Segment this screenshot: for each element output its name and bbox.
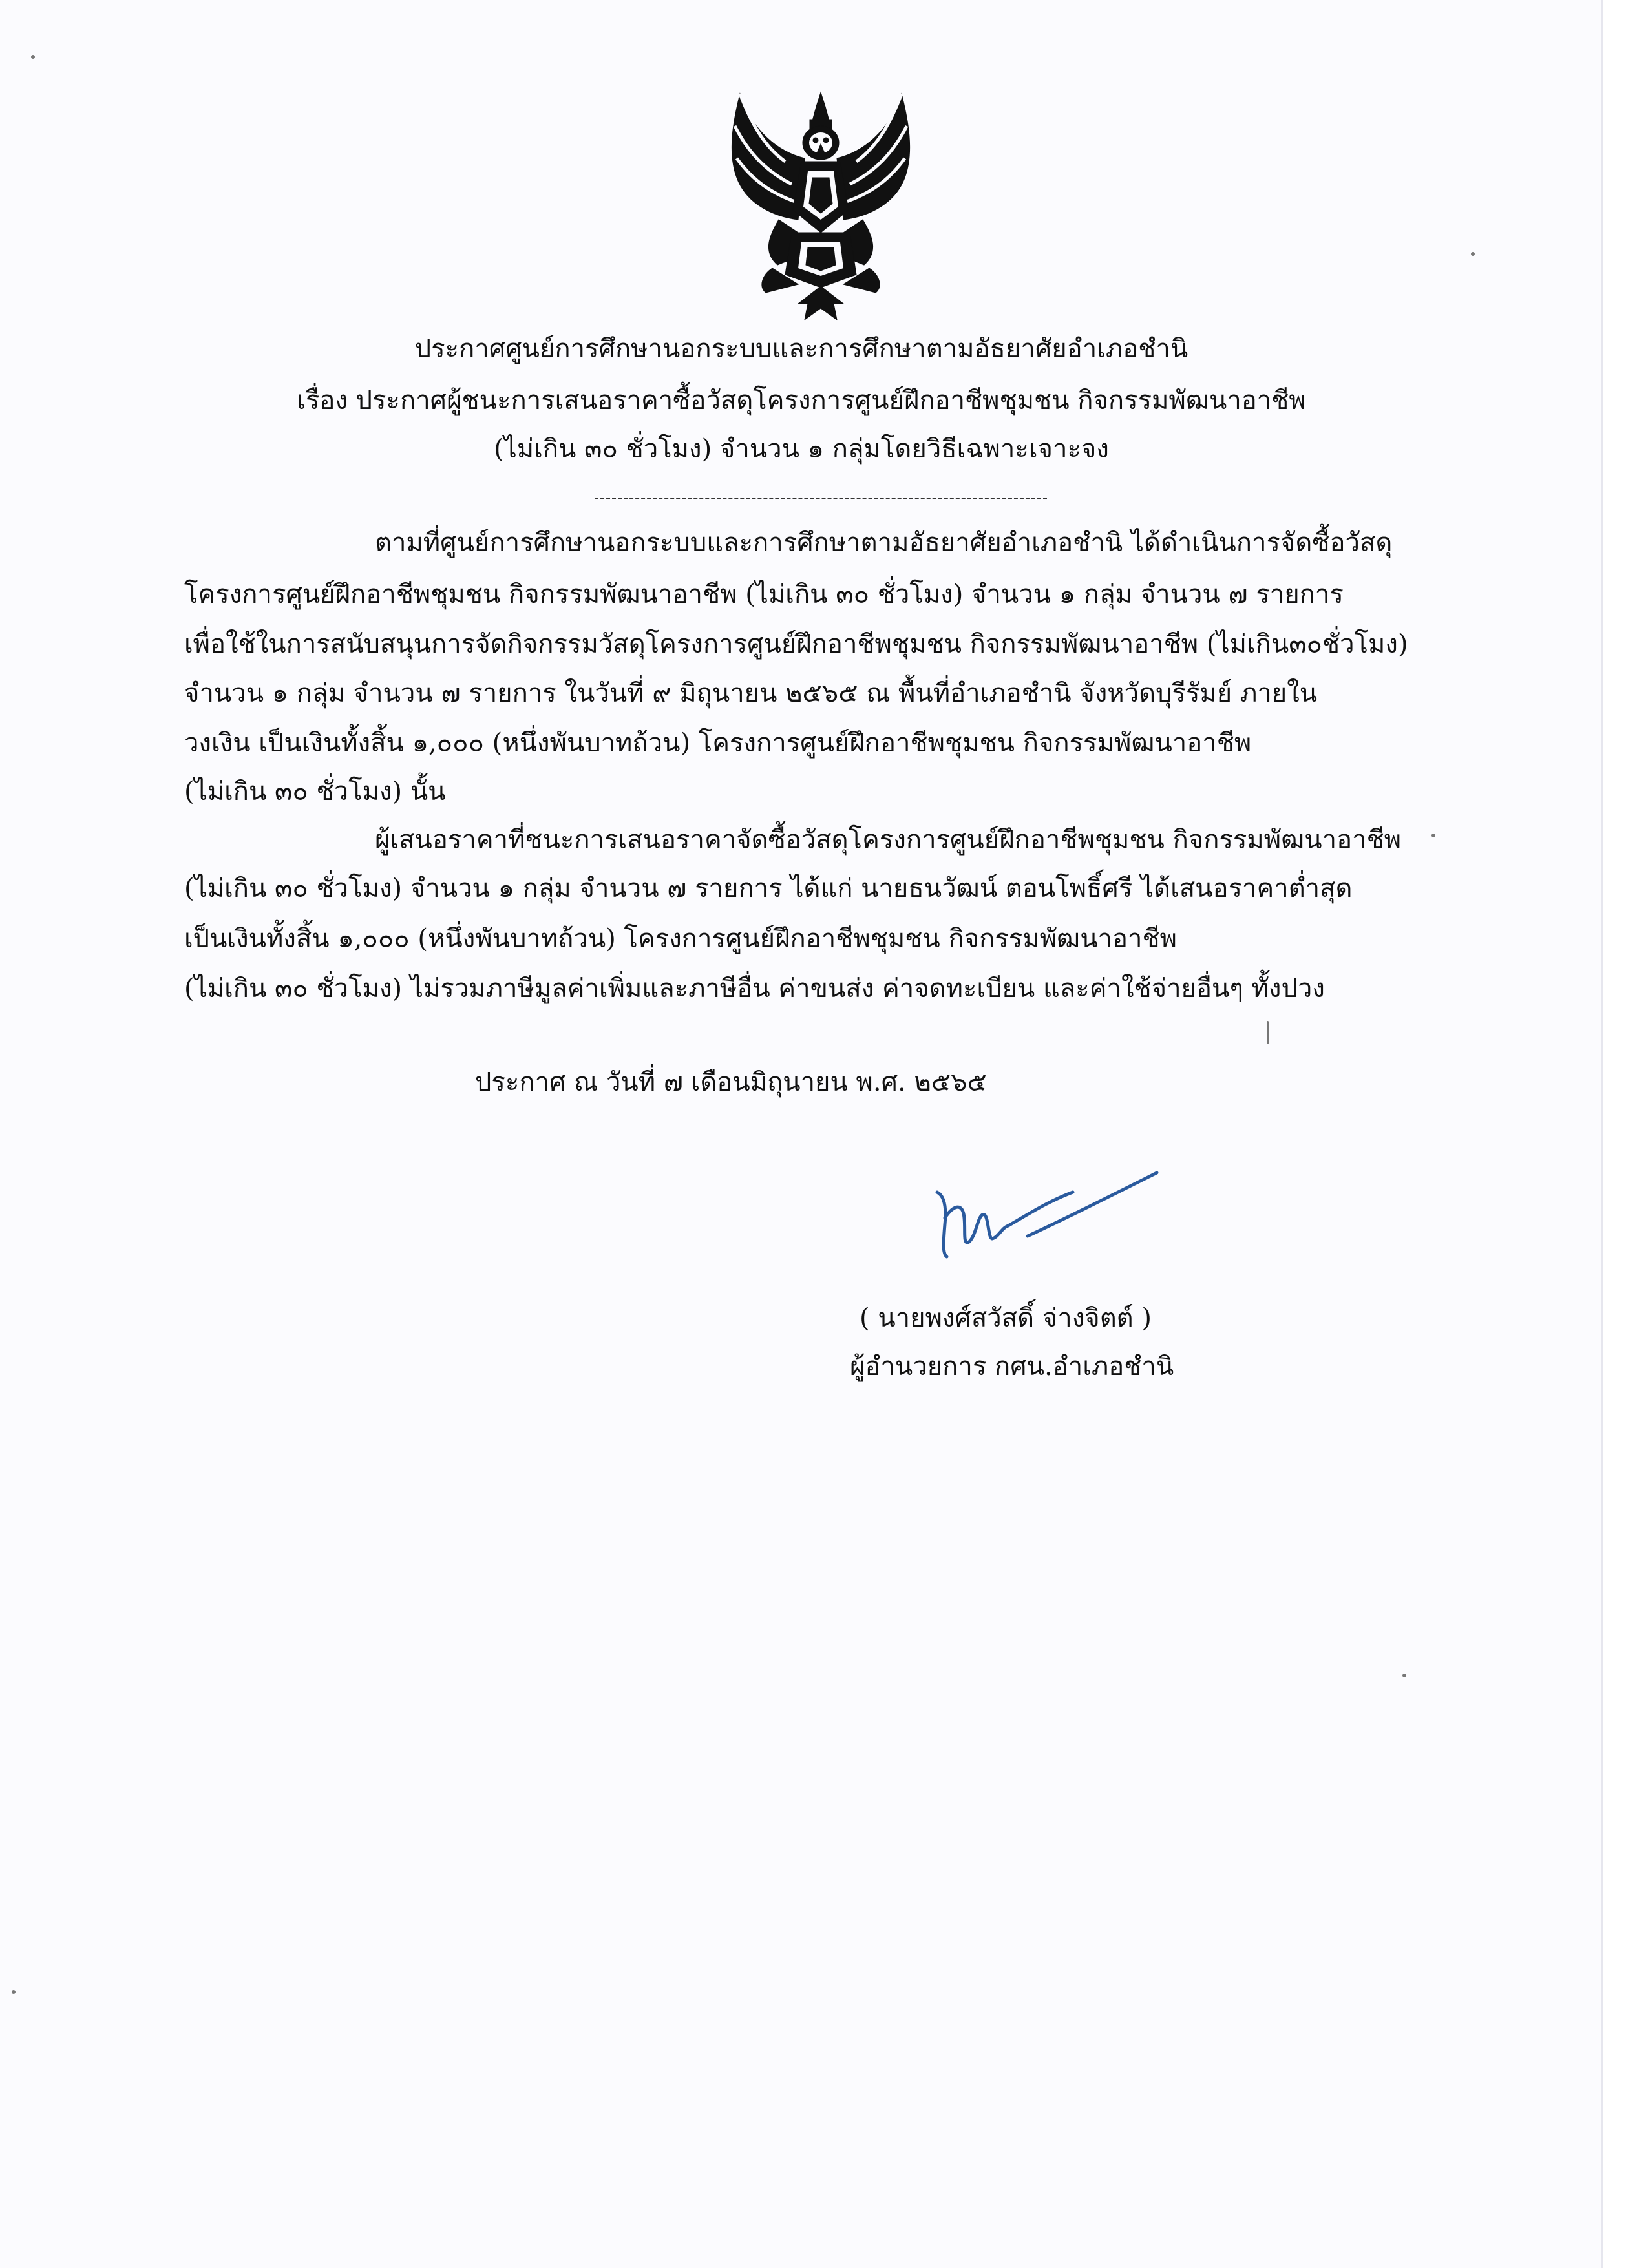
paragraph-line: เป็นเงินทั้งสิ้น ๑,๐๐๐ (หนึ่งพันบาทถ้วน) โครงการศูนย์ฝึกอาชีพชุมชน กิจกรรมพัฒนาอาชีพ — [184, 924, 1177, 954]
scan-speck — [1471, 252, 1475, 256]
announcement-title: ประกาศศูนย์การศึกษานอกระบบและการศึกษาตามอัธยาศัยอำเภอชำนิ — [414, 334, 1188, 364]
paragraph-line: (ไม่เกิน ๓๐ ชั่วโมง) นั้น — [184, 777, 446, 806]
paragraph-line: วงเงิน เป็นเงินทั้งสิ้น ๑,๐๐๐ (หนึ่งพันบาทถ้วน) โครงการศูนย์ฝึกอาชีพชุมชน กิจกรรมพัฒนาอาชีพ — [184, 728, 1252, 758]
signatory-position: ผู้อำนวยการ กศน.อำเภอชำนิ — [850, 1352, 1174, 1381]
handwritten-signature — [918, 1166, 1163, 1270]
paragraph-line: เพื่อใช้ในการสนับสนุนการจัดกิจกรรมวัสดุโครงการศูนย์ฝึกอาชีพชุมชน กิจกรรมพัฒนาอาชีพ (ไม่เกิน๓๐ชั่วโมง) — [184, 629, 1408, 659]
scan-speck — [1431, 834, 1435, 837]
paragraph-line: (ไม่เกิน ๓๐ ชั่วโมง) จำนวน ๑ กลุ่ม จำนวน ๗ รายการ ได้แก่ นายธนวัฒน์ ตอนโพธิ์ศรี ได้เสนอราคาต่ำสุด — [184, 874, 1353, 903]
divider-line — [595, 498, 1047, 499]
paragraph-line: (ไม่เกิน ๓๐ ชั่วโมง) ไม่รวมภาษีมูลค่าเพิ่มและภาษีอื่น ค่าขนส่ง ค่าจดทะเบียน และค่าใช้จ่ายอื่นๆ ทั้งปวง — [184, 974, 1325, 1003]
announcement-subject: เรื่อง ประกาศผู้ชนะการเสนอราคาซื้อวัสดุโครงการศูนย์ฝึกอาชีพชุมชน กิจกรรมพัฒนาอาชีพ — [297, 386, 1306, 415]
scan-speck — [1402, 1674, 1406, 1677]
scan-speck — [31, 55, 35, 59]
scan-speck — [1267, 1021, 1269, 1044]
announcement-date: ประกาศ ณ วันที่ ๗ เดือนมิถุนายน พ.ศ. ๒๕๖๕ — [475, 1067, 987, 1097]
paragraph-line: จำนวน ๑ กลุ่ม จำนวน ๗ รายการ ในวันที่ ๙ มิถุนายน ๒๕๖๕ ณ พื้นที่อำเภอชำนิ จังหวัดบุรีรัมย์ ภายใน — [184, 678, 1318, 708]
announcement-subject-cont: (ไม่เกิน ๓๐ ชั่วโมง) จำนวน ๑ กลุ่มโดยวิธีเฉพาะเจาะจง — [494, 434, 1109, 464]
paragraph-line: โครงการศูนย์ฝึกอาชีพชุมชน กิจกรรมพัฒนาอาชีพ (ไม่เกิน ๓๐ ชั่วโมง) จำนวน ๑ กลุ่ม จำนวน ๗ รายการ — [184, 580, 1344, 609]
paragraph-line: ผู้เสนอราคาที่ชนะการเสนอราคาจัดซื้อวัสดุโครงการศูนย์ฝึกอาชีพชุมชน กิจกรรมพัฒนาอาชีพ — [375, 825, 1402, 855]
scan-speck — [12, 1990, 16, 1994]
garuda-emblem-icon — [701, 81, 940, 333]
scan-edge — [1601, 0, 1648, 2268]
signatory-name: ( นายพงศ์สวัสดิ์ จ่างจิตต์ ) — [860, 1303, 1152, 1333]
paragraph-line: ตามที่ศูนย์การศึกษานอกระบบและการศึกษาตามอัธยาศัยอำเภอชำนิ ได้ดำเนินการจัดซื้อวัสดุ — [375, 528, 1393, 558]
